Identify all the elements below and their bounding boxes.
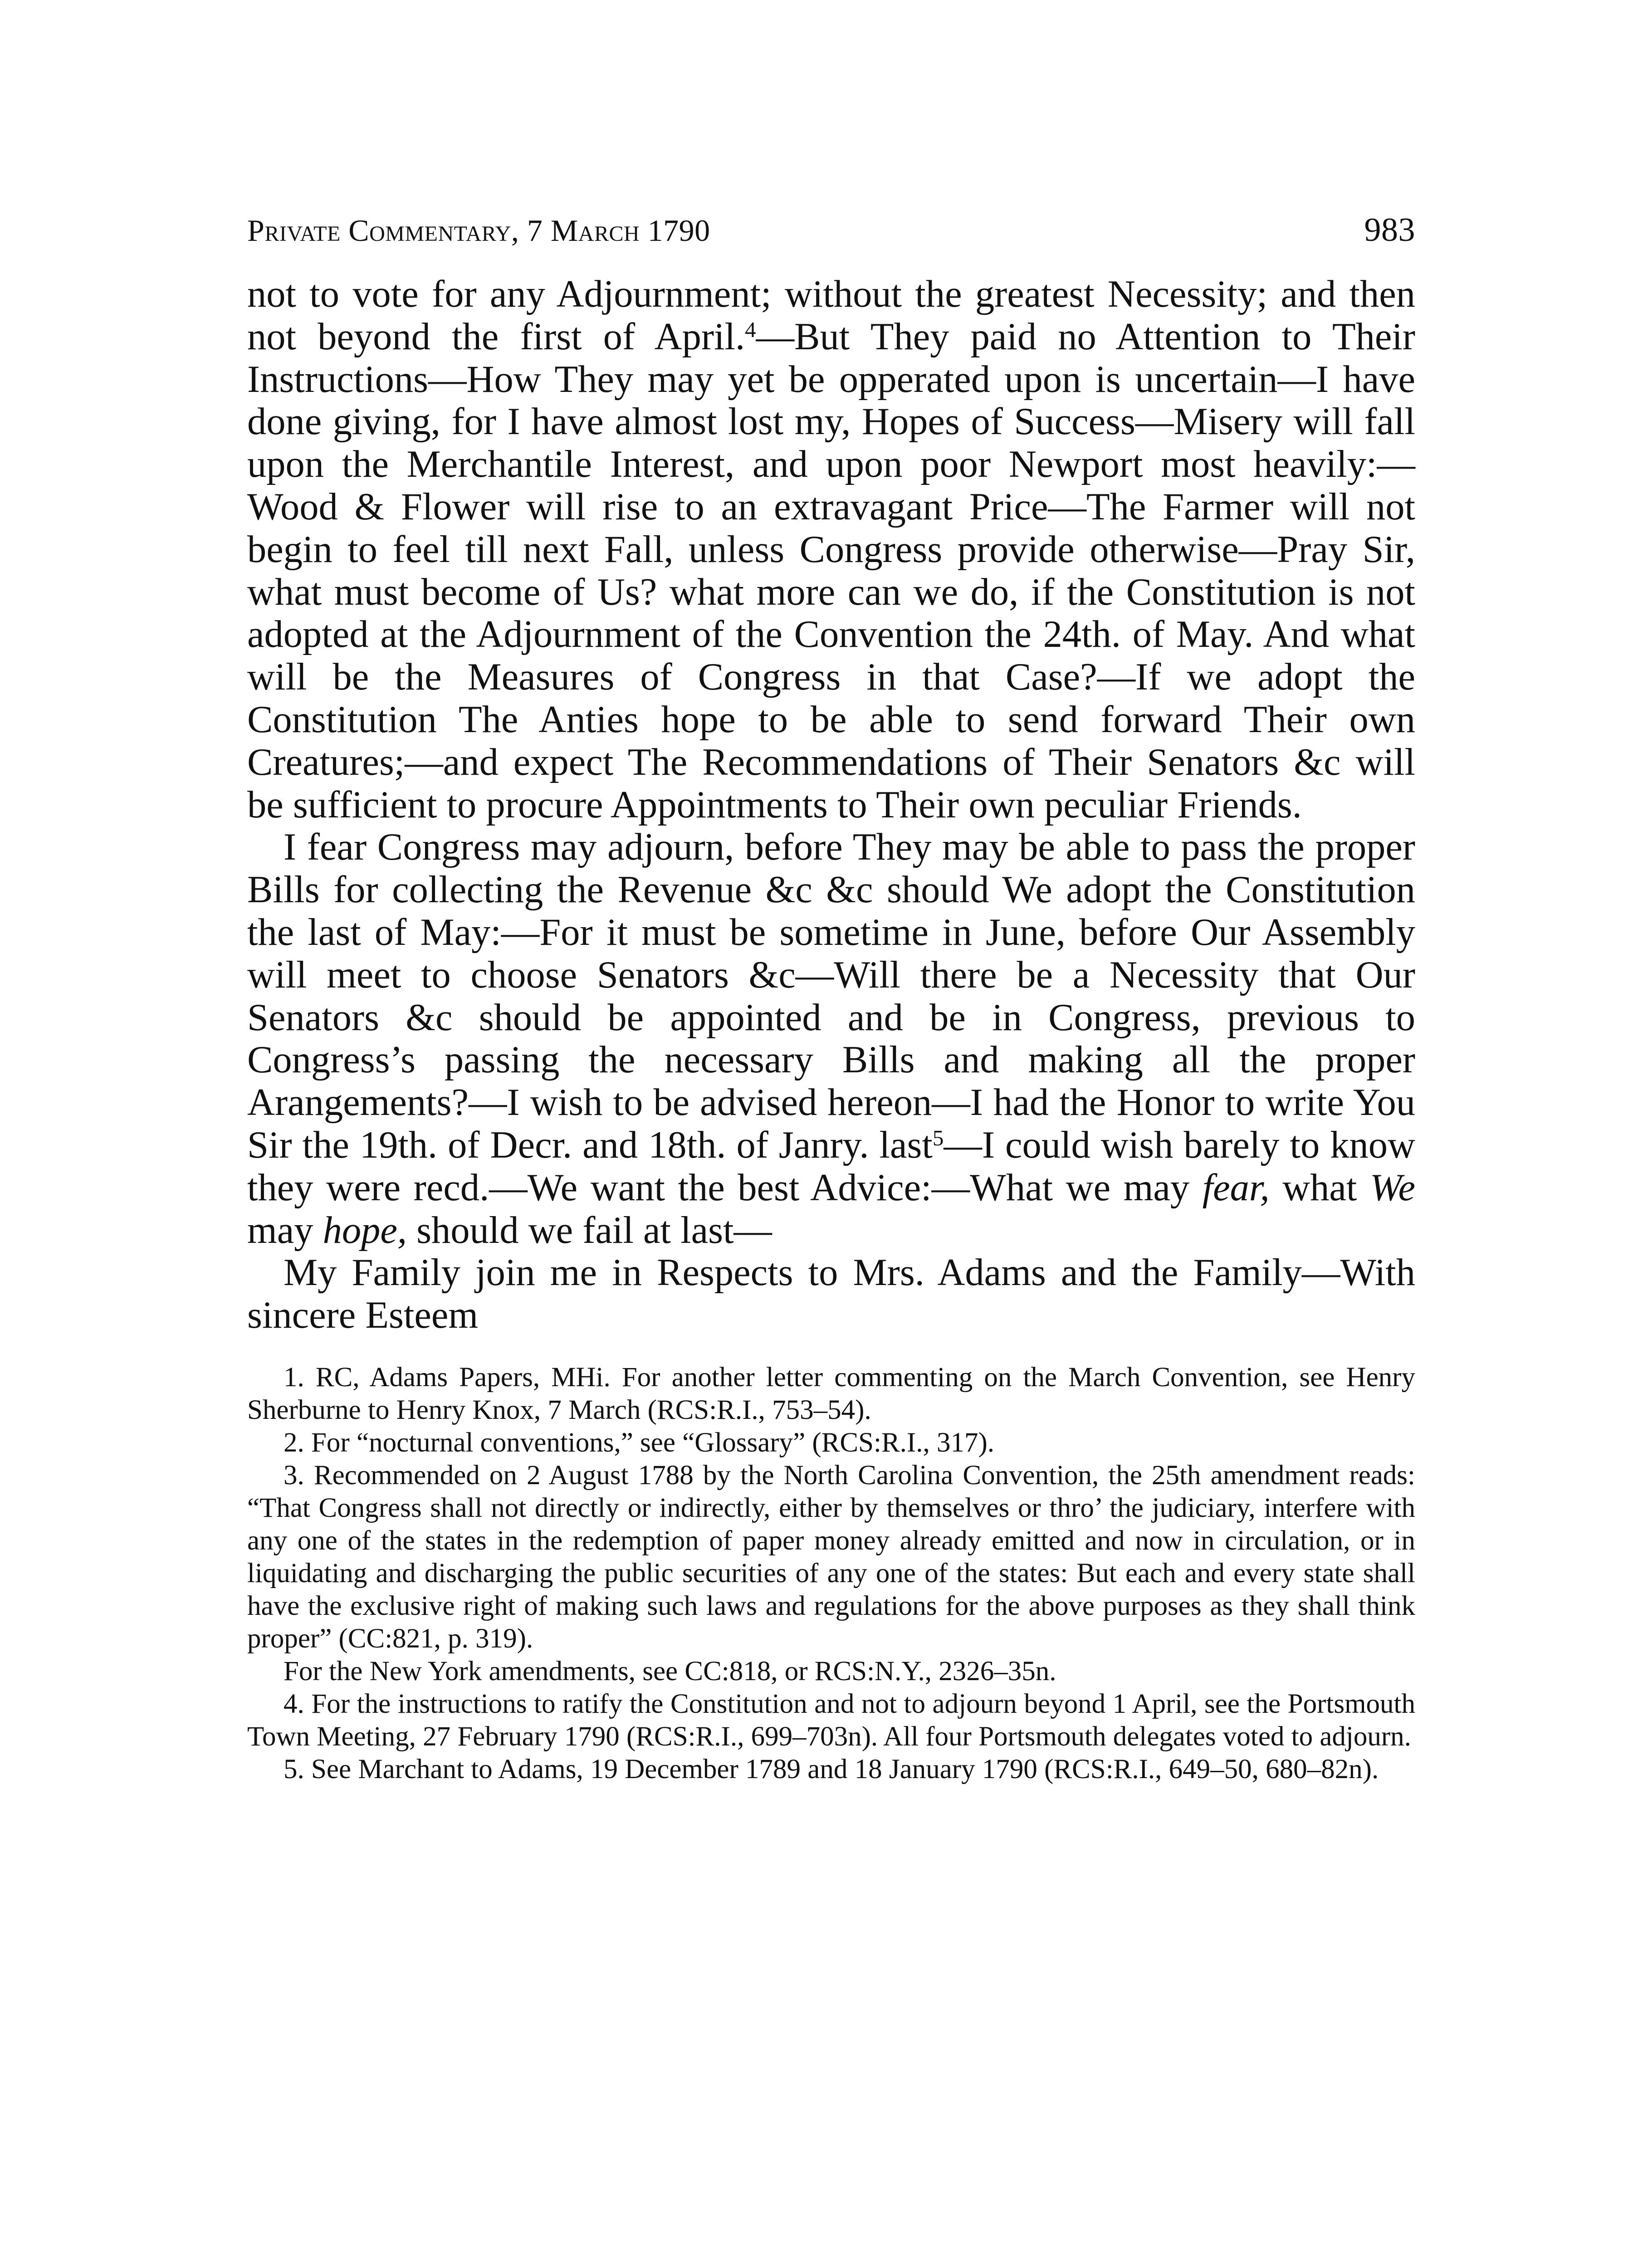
footnote-1: 1. RC, Adams Papers, MHi. For another letter commenting on the March Convention, see Henry Sherburne to Henry Knox, 7 March (RCS:R.I., 753–54). [247,1362,1415,1425]
footnote-5: 5. See Marchant to Adams, 19 December 1789 and 18 January 1790 (RCS:R.I., 649–50, 680–82n). [284,1754,1379,1784]
running-title: Private Commentary, 7 March 1790 [247,213,710,248]
body-text: I fear Congress may adjourn, before They may be able to pass the proper Bills for collecting the Revenue &c &c should We adopt the Constitution the last of May:—For it must be sometime in June, before Our Assembly will meet to choose Senators &c—Will there be a Necessity that Our Senators &c should be appointed and be in Congress, previous to Congress’s passing the necessary Bills and making all the proper Arangements?—I wish to be advised hereon—I had the Honor to write You Sir the 19th. of Decr. and 18th. of Janry. last [247,826,1415,1166]
body-paragraph-1 [247,273,1415,826]
italic-word: hope, [323,1209,407,1251]
body-text: —I could wish barely to know they were recd.—We want the best Advice:—What we may [247,1124,1415,1209]
footnote-3-continuation: For the New York amendments, see CC:818, or RCS:N.Y., 2326–35n. [284,1656,1056,1686]
body-text: should we fail at last— [407,1209,772,1251]
page-number: 983 [1364,211,1415,249]
footnote-reference-5: 5 [932,1125,944,1150]
letter-body [247,273,1415,1337]
body-paragraph-2 [247,826,1415,1251]
body-text: may [247,1209,323,1251]
footnote-reference-4: 4 [745,317,756,342]
footnote-4: 4. For the instructions to ratify the Constitution and not to adjourn beyond 1 April, see the Portsmouth Town Meeting, 27 February 1790 (RCS:R.I., 699–703n). All four Portsmouth delegates voted to adjourn. [247,1688,1415,1752]
body-paragraph-3: My Family join me in Respects to Mrs. Adams and the Family—With sincere Esteem [247,1251,1415,1337]
body-text: not to vote for any Adjournment; without the greatest Necessity; and then not beyond the first of April. [247,273,1415,358]
body-text: —But They paid no Attention to Their Instructions—How They may yet be opperated upon is uncertain—I have done giving, for I have almost lost my, Hopes of Success—Misery will fall upon the Merchantile Interest, and upon poor Newport most heavily:—Wood & Flower will rise to an extravagant Price—The Farmer will not begin to feel till next Fall, unless Congress provide otherwise—Pray Sir, what must become of Us? what more can we do, if the Constitution is not adopted at the Adjournment of the Convention the 24th. of May. And what will be the Measures of Congress in that Case?—If we adopt the Constitution The Anties hope to be able to send forward Their own Creatures;—and expect The Recommendations of Their Senators &c will be sufficient to procure Appointments to Their own peculiar Friends. [247,315,1415,826]
document-page [247,213,1415,1786]
body-text: what [1269,1166,1370,1209]
footnote-3: 3. Recommended on 2 August 1788 by the North Carolina Convention, the 25th amendment reads: “That Congress shall not directly or indirectly, either by themselves or thro’ the judiciary, interfere with any one of the states in the redemption of paper money already emitted and now in circulation, or in liquidating and discharging the public securities of any one of the states: But each and every state shall have the exclusive right of making such laws and regulations for the above purposes as they shall think proper” (CC:821, p. 319). [247,1460,1415,1654]
footnote-2: 2. For “nocturnal conventions,” see “Glossary” (RCS:R.I., 317). [284,1427,995,1458]
italic-word: We [1369,1166,1415,1209]
running-header [247,213,1415,247]
footnotes [247,1361,1415,1786]
italic-word: fear, [1202,1166,1270,1209]
